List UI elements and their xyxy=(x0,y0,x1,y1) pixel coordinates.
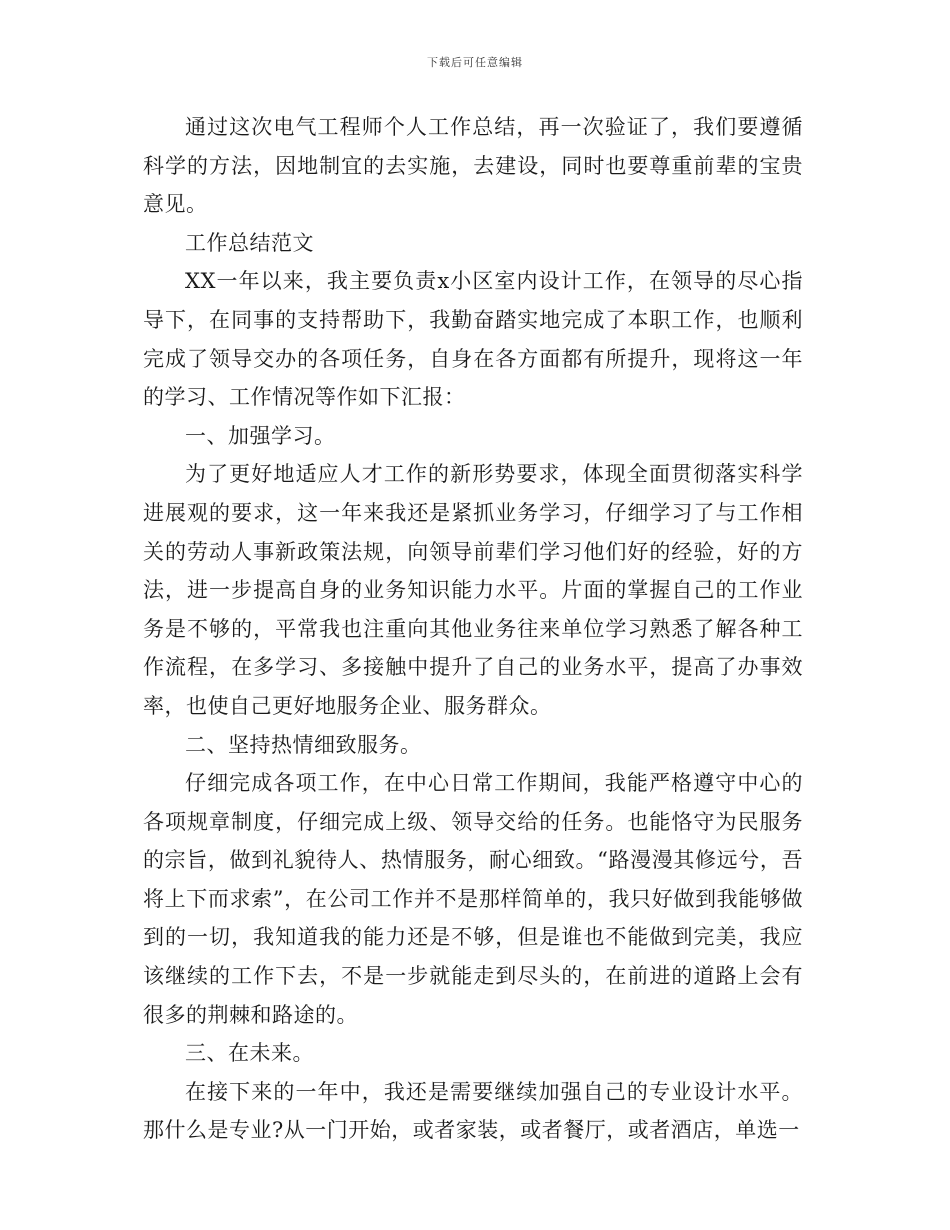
page-header: 下载后可任意编辑 xyxy=(427,56,523,69)
section-title-work-summary: 工作总结范文 xyxy=(185,230,314,255)
paragraph-intro: 通过这次电气工程师个人工作总结，再一次验证了，我们要遵循科学的方法，因地制宜的去实施，去建设，同时也要尊重前辈的宝贵意见。 xyxy=(143,115,803,217)
paragraph-learning: 为了更好地适应人才工作的新形势要求，体现全面贯彻落实科学进展观的要求，这一年来我还是紧抓业务学习，仔细学习了与工作相关的劳动人事新政策法规，向领导前辈们学习他们好的经验，好的方法，进一步提高自身的业务知识能力水平。片面的掌握自己的工作业务是不够的，平常我也注重向其他业务往来单位学习熟悉了解各种工作流程，在多学习、多接触中提升了自己的业务水平，提高了办事效率，也使自己更好地服务企业、服务群众。 xyxy=(143,462,803,718)
heading-warm-service: 二、坚持热情细致服务。 xyxy=(185,732,422,757)
heading-strengthen-learning: 一、加强学习。 xyxy=(185,423,336,448)
paragraph-future: 在接下来的一年中，我还是需要继续加强自己的专业设计水平。那什么是专业?从一门开始，或者家装，或者餐厅，或者酒店，单选一 xyxy=(143,1079,803,1143)
paragraph-service: 仔细完成各项工作，在中心日常工作期间，我能严格遵守中心的各项规章制度，仔细完成上级、领导交给的任务。也能恪守为民服务的宗旨，做到礼貌待人、热情服务，耐心细致。“路漫漫其修远兮，吾将上下而求索”，在公司工作并不是那样简单的，我只好做到我能够做到的一切，我知道我的能力还是不够，但是谁也不能做到完美，我应该继续的工作下去，不是一步就能走到尽头的，在前进的道路上会有很多的荆棘和路途的。 xyxy=(143,771,803,1027)
document-body xyxy=(143,108,803,1150)
paragraph-overview: XX一年以来，我主要负责x小区室内设计工作，在领导的尽心指导下，在同事的支持帮助下，我勤奋踏实地完成了本职工作，也顺利完成了领导交办的各项任务，自身在各方面都有所提升，现将这一年的学习、工作情况等作如下汇报： xyxy=(143,269,803,410)
heading-future: 三、在未来。 xyxy=(185,1041,314,1066)
